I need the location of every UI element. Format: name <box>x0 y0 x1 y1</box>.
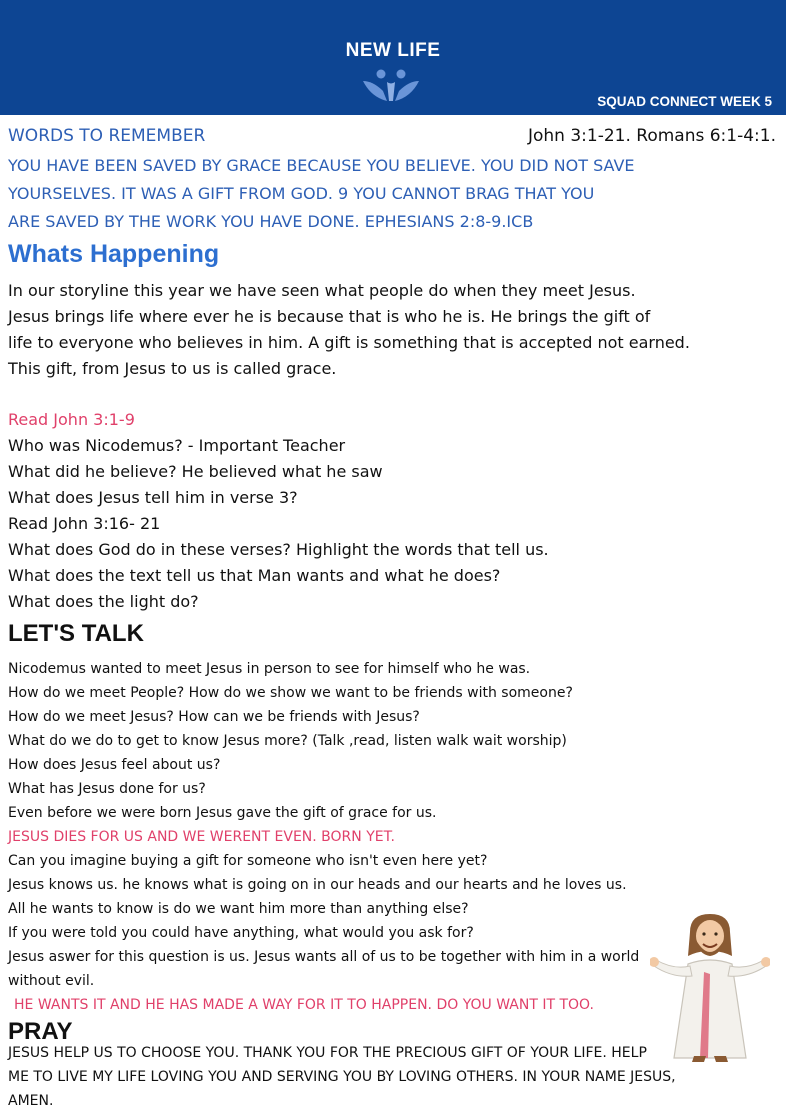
paragraph-line: In our storyline this year we have seen what people do when they meet Jesus. <box>8 281 636 300</box>
question-line: What did he believe? He believed what he saw <box>8 462 383 481</box>
question-line: What does the light do? <box>8 592 199 611</box>
talk-line: Even before we were born Jesus gave the gift of grace for us. <box>8 805 437 821</box>
prayer-line: ME TO LIVE MY LIFE LOVING YOU AND SERVING YOU BY LOVING OTHERS. IN YOUR NAME JESUS, <box>8 1069 676 1085</box>
prayer-line: AMEN. <box>8 1093 54 1109</box>
memory-verse-line: YOU HAVE BEEN SAVED BY GRACE BECAUSE YOU BELIEVE. YOU DID NOT SAVE <box>8 156 635 175</box>
memory-verse-line: YOURSELVES. IT WAS A GIFT FROM GOD. 9 YOU CANNOT BRAG THAT YOU <box>8 184 595 203</box>
question-line: What does Jesus tell him in verse 3? <box>8 488 298 507</box>
section-heading-pray: PRAY <box>8 1018 73 1045</box>
people-logo-icon <box>361 67 421 103</box>
talk-line: Jesus knows us. he knows what is going on in our heads and our hearts and he loves us. <box>8 877 627 893</box>
read-label: Read John 3:1-9 <box>8 410 135 429</box>
talk-line: without evil. <box>8 973 95 989</box>
highlight-line: JESUS DIES FOR US AND WE WERENT EVEN. BORN YET. <box>8 829 395 845</box>
talk-line: How does Jesus feel about us? <box>8 757 221 773</box>
talk-line: How do we meet Jesus? How can we be friends with Jesus? <box>8 709 420 725</box>
section-heading-happening: Whats Happening <box>8 240 220 268</box>
question-line: What does the text tell us that Man wants and what he does? <box>8 566 501 585</box>
brand-name: NEW LIFE <box>345 40 441 61</box>
memory-title: WORDS TO REMEMBER <box>8 126 206 146</box>
scripture-reference: John 3:1-21. Romans 6:1-4:1. <box>527 126 776 146</box>
talk-line: All he wants to know is do we want him more than anything else? <box>8 901 469 917</box>
paragraph-line: Jesus brings life where ever he is because that is who he is. He brings the gift of <box>8 307 651 326</box>
highlight-line: HE WANTS IT AND HE HAS MADE A WAY FOR IT TO HAPPEN. DO YOU WANT IT TOO. <box>14 997 594 1013</box>
talk-line: Can you imagine buying a gift for someone who isn't even here yet? <box>8 853 488 869</box>
header-banner <box>0 0 786 115</box>
section-heading-talk: LET'S TALK <box>8 620 144 647</box>
week-label: SQUAD CONNECT WEEK 5 <box>597 94 772 109</box>
memory-verse-line: ARE SAVED BY THE WORK YOU HAVE DONE. EPHESIANS 2:8-9.ICB <box>8 212 534 231</box>
talk-line: What has Jesus done for us? <box>8 781 206 797</box>
talk-line: If you were told you could have anything, what would you ask for? <box>8 925 474 941</box>
talk-line: What do we do to get to know Jesus more? (Talk ,read, listen walk wait worship) <box>8 733 567 749</box>
question-line: Who was Nicodemus? - Important Teacher <box>8 436 346 455</box>
talk-line: Jesus aswer for this question is us. Jesus wants all of us to be together with him in a world <box>8 949 640 965</box>
prayer-line: JESUS HELP US TO CHOOSE YOU. THANK YOU FOR THE PRECIOUS GIFT OF YOUR LIFE. HELP <box>8 1045 647 1061</box>
question-line: What does God do in these verses? Highlight the words that tell us. <box>8 540 549 559</box>
talk-line: Nicodemus wanted to meet Jesus in person to see for himself who he was. <box>8 661 531 677</box>
paragraph-line: This gift, from Jesus to us is called grace. <box>8 359 337 378</box>
jesus-illustration <box>650 912 770 1062</box>
paragraph-line: life to everyone who believes in him. A gift is something that is accepted not earned. <box>8 333 690 352</box>
talk-line: How do we meet People? How do we show we want to be friends with someone? <box>8 685 573 701</box>
question-line: Read John 3:16- 21 <box>8 514 161 533</box>
